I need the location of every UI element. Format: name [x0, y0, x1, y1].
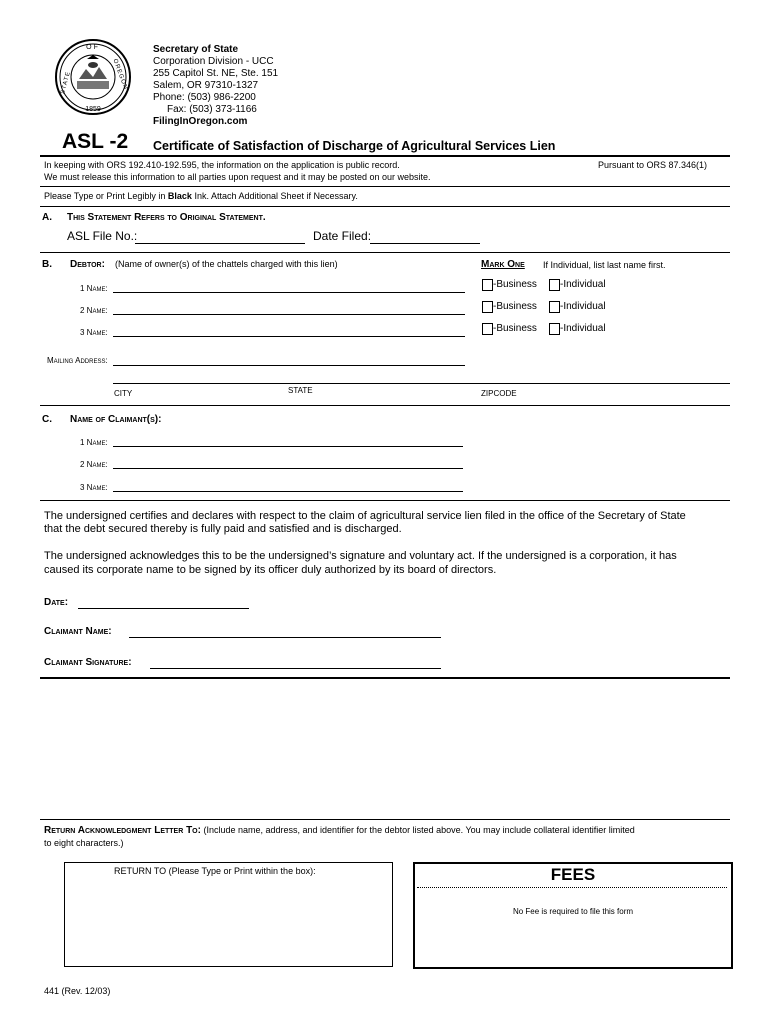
pursuant-statute: Pursuant to ORS 87.346(1)	[598, 160, 708, 170]
claimant-1-name-field[interactable]	[113, 446, 463, 447]
debtor-1-business-checkbox[interactable]	[482, 279, 493, 291]
svg-text:OF: OF	[86, 44, 100, 51]
debtor-heading: Debtor:	[70, 259, 105, 270]
form-revision: 441 (Rev. 12/03)	[44, 986, 111, 996]
debtor-1-name-field[interactable]	[113, 292, 465, 293]
fees-note: No Fee is required to file this form	[512, 907, 634, 916]
street-address: 255 Capitol St. NE, Ste. 151	[153, 68, 279, 79]
claimant-2-name-field[interactable]	[113, 468, 463, 469]
title-rule	[40, 155, 730, 157]
state-label: STATE	[288, 386, 313, 395]
fax-number: Fax: (503) 373-1166	[167, 104, 257, 115]
claimant-name-label: Claimant Name:	[44, 626, 112, 637]
claimant-3-label: 3 Name:	[80, 483, 108, 492]
svg-text:1859: 1859	[85, 106, 101, 113]
debtor-2-business-label: -Business	[493, 301, 537, 312]
acknowledge-text-1: The undersigned acknowledges this to be the undersigned’s signature and voluntary act. If the undersigned is a corporation, it has	[44, 550, 677, 562]
date-filed-label: Date Filed:	[313, 229, 372, 243]
claimant-name-field[interactable]	[129, 637, 441, 638]
debtor-2-individual-checkbox[interactable]	[549, 301, 560, 313]
svg-text:OREGON: OREGON	[111, 58, 129, 92]
debtor-3-business-label: -Business	[493, 323, 537, 334]
state-seal	[53, 35, 133, 119]
claimant-2-label: 2 Name:	[80, 460, 108, 469]
division-name: Corporation Division - UCC	[153, 56, 274, 67]
section-c-rule	[40, 500, 730, 501]
return-heading: Return Acknowledgment Letter To:	[44, 825, 201, 836]
certify-text-2: that the debt secured thereby is fully paid and satisfied and is discharged.	[44, 523, 402, 535]
fees-title: FEES	[550, 865, 596, 884]
claimant-signature-label: Claimant Signature:	[44, 657, 132, 668]
return-top-rule	[40, 819, 730, 820]
debtor-1-individual-checkbox[interactable]	[549, 279, 560, 291]
agency-name: Secretary of State	[153, 44, 239, 55]
date-filed-field[interactable]	[370, 243, 480, 244]
section-a-heading: This Statement Refers to Original Statement.	[67, 212, 266, 223]
certify-text-1: The undersigned certifies and declares with respect to the claim of agricultural service lien filed in the office of the Secretary of State	[44, 510, 686, 522]
section-a-letter: A.	[42, 212, 52, 223]
debtor-2-label: 2 Name:	[80, 306, 108, 315]
public-record-notice-1: In keeping with ORS 192.410-192.595, the information on the application is public record.	[44, 160, 400, 170]
debtor-3-label: 3 Name:	[80, 328, 108, 337]
public-record-notice-2: We must release this information to all parties upon request and it may be posted on our website.	[44, 172, 431, 182]
return-heading-line	[44, 825, 635, 836]
section-b-rule	[40, 405, 730, 406]
asl-file-no-field[interactable]	[135, 243, 305, 244]
city-state-zip-field[interactable]	[113, 383, 730, 384]
instructions-rule	[40, 206, 730, 207]
asl-file-no-label: ASL File No.:	[67, 229, 138, 243]
claimant-3-name-field[interactable]	[113, 491, 463, 492]
date-field[interactable]	[78, 608, 249, 609]
return-note-1: (Include name, address, and identifier for the debtor listed above. You may include collateral identifier limited	[203, 825, 635, 835]
certify-rule	[40, 677, 730, 679]
mark-one-label: Mark One	[481, 259, 525, 270]
zipcode-label: ZIPCODE	[481, 389, 517, 398]
form-code: ASL -2	[62, 130, 129, 153]
debtor-2-individual-label: -Individual	[560, 301, 606, 312]
mailing-address-field[interactable]	[113, 365, 465, 366]
claimant-heading: Name of Claimant(s):	[70, 414, 162, 425]
debtor-heading-note: (Name of owner(s) of the chattels charged with this lien)	[115, 259, 338, 269]
website: FilingInOregon.com	[153, 116, 248, 127]
form-title: Certificate of Satisfaction of Discharge of Agricultural Services Lien	[153, 139, 556, 153]
debtor-3-business-checkbox[interactable]	[482, 323, 493, 335]
section-c-letter: C.	[42, 414, 52, 425]
debtor-1-individual-label: -Individual	[560, 279, 606, 290]
section-a-rule	[40, 252, 730, 253]
instructions: Please Type or Print Legibly in Black Ink. Attach Additional Sheet if Necessary.	[44, 191, 358, 201]
svg-text:STATE: STATE	[60, 70, 72, 95]
return-note-2: to eight characters.)	[44, 838, 124, 848]
claimant-1-label: 1 Name:	[80, 438, 108, 447]
notice-rule	[40, 186, 730, 187]
date-label: Date:	[44, 597, 69, 608]
debtor-2-name-field[interactable]	[113, 314, 465, 315]
phone-number: Phone: (503) 986-2200	[153, 92, 256, 103]
city-address: Salem, OR 97310-1327	[153, 80, 259, 91]
debtor-3-individual-label: -Individual	[560, 323, 606, 334]
debtor-1-label: 1 Name:	[80, 284, 108, 293]
debtor-3-individual-checkbox[interactable]	[549, 323, 560, 335]
mark-one-note: If Individual, list last name first.	[543, 260, 666, 270]
state-seal-icon	[53, 35, 133, 119]
city-label: CITY	[114, 389, 133, 398]
return-to-box[interactable]	[64, 862, 393, 967]
debtor-1-business-label: -Business	[493, 279, 537, 290]
section-b-letter: B.	[42, 259, 52, 270]
acknowledge-text-2: caused its corporate name to be signed by its officer duly authorized by its board of directors.	[44, 564, 497, 576]
claimant-signature-field[interactable]	[150, 668, 441, 669]
fees-divider	[417, 887, 727, 888]
return-to-label: RETURN TO (Please Type or Print within the box):	[114, 866, 316, 876]
debtor-3-name-field[interactable]	[113, 336, 465, 337]
debtor-2-business-checkbox[interactable]	[482, 301, 493, 313]
mailing-address-label: Mailing Address:	[47, 356, 108, 365]
